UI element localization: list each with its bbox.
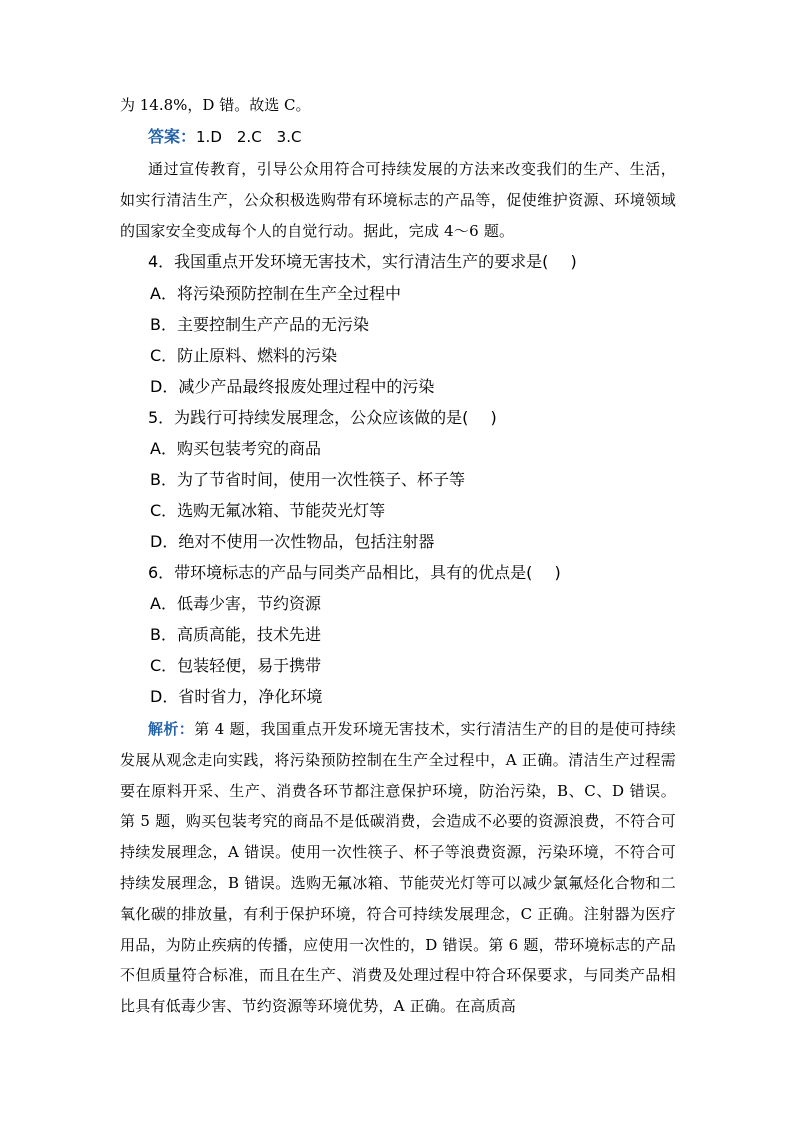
analysis-label: 解析： xyxy=(148,720,195,738)
question-4-option-a: A．将污染预防控制在生产全过程中 xyxy=(150,284,401,303)
question-4-text: 4．我国重点开发环境无害技术，实行清洁生产的要求是( xyxy=(148,252,549,271)
question-4-stem xyxy=(148,251,577,273)
question-5-option-b: B．为了节省时间，使用一次性筷子、杯子等 xyxy=(150,470,465,489)
analysis-paragraph xyxy=(120,714,676,1022)
question-6-text: 6．带环境标志的产品与同类产品相比，具有的优点是( xyxy=(148,563,533,582)
question-4-option-d: D．减少产品最终报废处理过程中的污染 xyxy=(150,377,435,396)
intro-paragraph: 通过宣传教育，引导公众用符合可持续发展的方法来改变我们的生产、生活，如实行清洁生产，公众积极选购带有环境标志的产品等，促使维护资源、环境领域的国家安全变成每个人的自觉行动。据此，完成 4～6 题。 xyxy=(120,160,676,240)
question-5-close: ) xyxy=(490,408,497,427)
question-6-option-b: B．高质高能，技术先进 xyxy=(150,625,321,644)
question-6-option-c: C．包装轻便，易于携带 xyxy=(150,656,322,675)
question-6-close: ) xyxy=(554,563,561,582)
top-line: 为 14.8%，D 错。故选 C。 xyxy=(120,96,311,114)
question-5-option-a: A．购买包装考究的商品 xyxy=(150,439,321,458)
question-6-option-d: D．省时省力，净化环境 xyxy=(150,687,323,706)
answer-values: 1.D 2.C 3.C xyxy=(196,128,302,146)
question-4-option-c: C．防止原料、燃料的污染 xyxy=(150,346,338,365)
question-4-close: ) xyxy=(570,252,577,271)
question-5-option-c: C．选购无氟冰箱、节能荧光灯等 xyxy=(150,501,386,520)
question-6-stem xyxy=(148,562,561,584)
question-5-stem xyxy=(148,407,497,429)
answer-line xyxy=(148,126,301,148)
question-5-text: 5．为践行可持续发展理念，公众应该做的是( xyxy=(148,408,469,427)
question-4-option-b: B．主要控制生产产品的无污染 xyxy=(150,315,369,334)
answer-label: 答案： xyxy=(148,127,197,146)
analysis-text: 第 4 题，我国重点开发环境无害技术，实行清洁生产的目的是使可持续发展从观念走向实践，将污染预防控制在生产全过程中，A 正确。清洁生产过程需要在原料开采、生产、消费各环节都注意保护环境，防治污染，B、C、D 错误。第 5 题，购买包装考究的商品不是低碳消费，会造成不必要的资源浪费，不符合可持续发展理念，A 错误。使用一次性筷子、杯子等浪费资源，污染环境，不符合可持续发展理念，B 错误。选购无氟冰箱、节能荧光灯等可以减少氯氟烃化合物和二氧化碳的排放量，有利于保护环境，符合可持续发展理念，C 正确。注射器为医疗用品，为防止疾病的传播，应使用一次性的，D 错误。第 6 题，带环境标志的产品不但质量符合标准，而且在生产、消费及处理过程中符合环保要求，与同类产品相比具有低毒少害、节约资源等环境优势，A 正确。在高质高 xyxy=(120,720,676,1016)
question-6-option-a: A．低毒少害，节约资源 xyxy=(150,594,321,613)
question-5-option-d: D．绝对不使用一次性物品，包括注射器 xyxy=(150,532,435,551)
